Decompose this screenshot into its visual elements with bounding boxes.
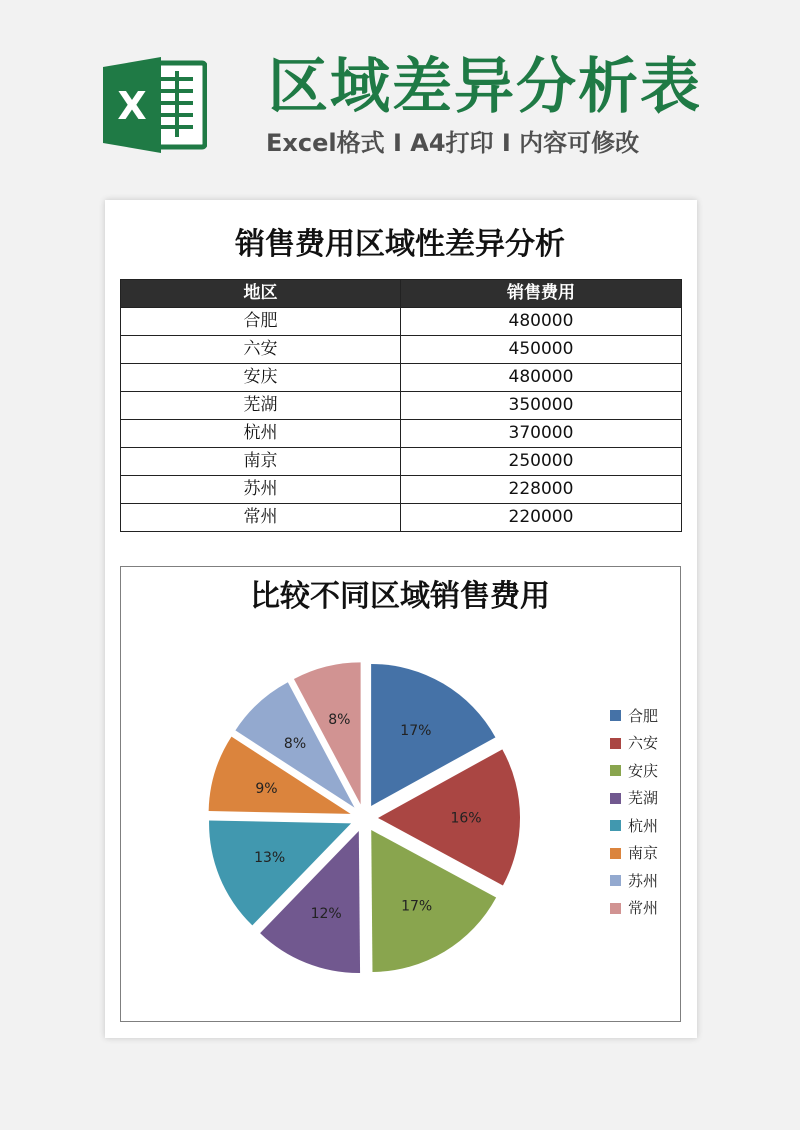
pie-data-label: 17% (401, 898, 433, 915)
region-cell: 合肥 (121, 308, 401, 336)
legend-label: 南京 (628, 844, 659, 863)
legend-label: 安庆 (628, 761, 659, 780)
legend-item (610, 895, 658, 923)
sales-cost-cell: 370000 (401, 420, 682, 448)
legend-swatch (610, 765, 621, 776)
region-cell: 杭州 (121, 420, 401, 448)
region-cell: 六安 (121, 336, 401, 364)
legend-label: 芜湖 (628, 789, 659, 808)
column-header-region: 地区 (121, 280, 401, 308)
legend-swatch (610, 793, 621, 804)
main-title: 区域差异分析表 (268, 52, 702, 122)
sales-cost-cell: 220000 (401, 504, 682, 532)
legend-item (610, 702, 658, 730)
sales-cost-cell: 480000 (401, 308, 682, 336)
subtitle: Excel格式 I A4打印 I 内容可修改 (266, 129, 640, 157)
sales-cost-cell: 450000 (401, 336, 682, 364)
legend-item (610, 840, 658, 868)
pie-data-label: 13% (254, 849, 286, 866)
pie-data-label: 9% (255, 781, 278, 798)
legend-item (610, 867, 658, 895)
column-header-sales-cost: 销售费用 (401, 280, 682, 308)
legend-item (610, 730, 658, 758)
legend-swatch (610, 875, 621, 886)
legend-label: 合肥 (628, 706, 659, 725)
pie-data-label: 16% (450, 810, 482, 827)
sheet-title: 销售费用区域性差异分析 (235, 227, 565, 262)
chart-legend (610, 702, 658, 922)
legend-swatch (610, 848, 621, 859)
sales-cost-cell: 228000 (401, 476, 682, 504)
sales-cost-cell: 480000 (401, 364, 682, 392)
legend-swatch (610, 738, 621, 749)
legend-label: 六安 (628, 734, 659, 753)
legend-swatch (610, 903, 621, 914)
pie-data-label: 8% (328, 711, 351, 728)
legend-item (610, 757, 658, 785)
pie-data-label: 8% (283, 735, 307, 752)
pie-data-label: 17% (400, 723, 432, 740)
legend-item (610, 785, 658, 813)
region-cell: 苏州 (121, 476, 401, 504)
legend-swatch (610, 710, 621, 721)
legend-item (610, 812, 658, 840)
region-cell: 芜湖 (121, 392, 401, 420)
region-cell: 南京 (121, 448, 401, 476)
chart-title: 比较不同区域销售费用 (250, 579, 550, 614)
excel-logo-letter: X (117, 84, 147, 128)
legend-swatch (610, 820, 621, 831)
sales-cost-cell: 250000 (401, 448, 682, 476)
pie-data-label: 12% (310, 905, 342, 922)
legend-label: 杭州 (628, 816, 659, 835)
legend-label: 苏州 (628, 871, 659, 890)
legend-label: 常州 (628, 899, 659, 918)
region-cell: 安庆 (121, 364, 401, 392)
region-cell: 常州 (121, 504, 401, 532)
sales-cost-cell: 350000 (401, 392, 682, 420)
